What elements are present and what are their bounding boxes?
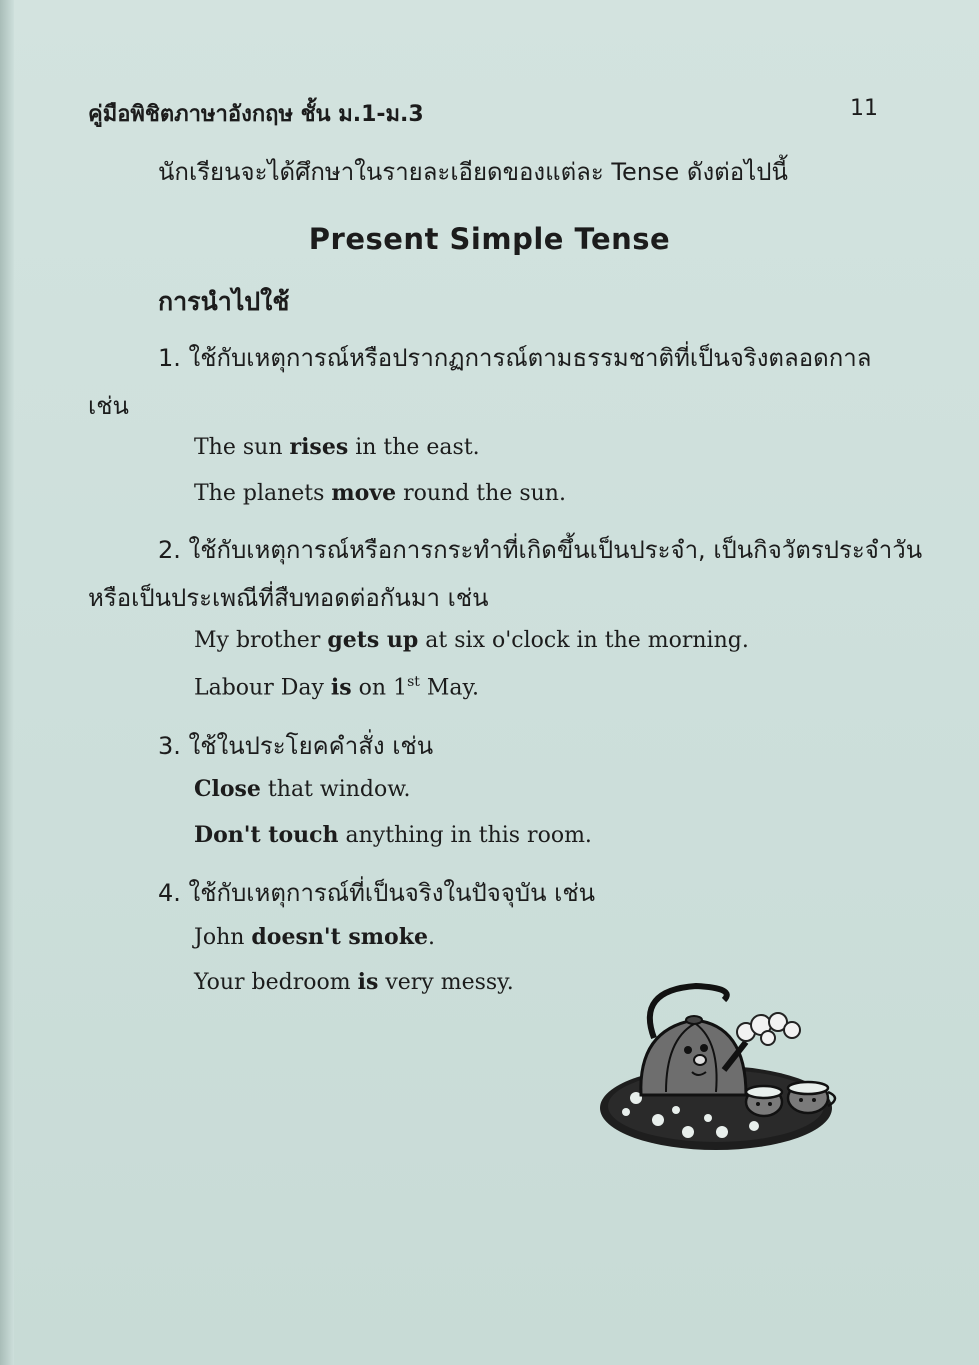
- page-number: 11: [850, 96, 878, 121]
- rule-4-text: 4. ใช้กับเหตุการณ์ที่เป็นจริงในปัจจุบัน เช่น: [158, 879, 596, 907]
- example-sentence: The sun rises in the east.: [194, 434, 480, 460]
- verb-highlight: move: [331, 480, 397, 506]
- usage-heading: การนำไปใช้: [158, 287, 290, 316]
- page-binding-shadow: [0, 0, 14, 1365]
- verb-highlight: rises: [289, 434, 349, 460]
- section-title: Present Simple Tense: [308, 222, 671, 256]
- verb-highlight: Close: [194, 776, 261, 802]
- rule-2-continuation: หรือเป็นประเพณีที่สืบทอดต่อกันมา เช่น: [88, 584, 489, 612]
- rule-1-text: 1. ใช้กับเหตุการณ์หรือปรากฏการณ์ตามธรรมชาติที่เป็นจริงตลอดกาล: [158, 344, 872, 372]
- verb-highlight: is: [357, 969, 379, 995]
- example-sentence: John doesn't smoke.: [194, 924, 435, 950]
- example-sentence: My brother gets up at six o'clock in the morning.: [194, 627, 749, 653]
- example-sentence: Your bedroom is very messy.: [194, 969, 514, 995]
- kettle-teacups-icon: [596, 980, 846, 1155]
- rule-2-text: 2. ใช้กับเหตุการณ์หรือการกระทำที่เกิดขึ้นเป็นประจำ, เป็นกิจวัตรประจำวัน: [158, 536, 923, 564]
- example-sentence: Labour Day is on 1st May.: [194, 674, 480, 701]
- rule-3-text: 3. ใช้ในประโยคคำสั่ง เช่น: [158, 732, 434, 760]
- verb-highlight: gets up: [327, 627, 419, 653]
- verb-highlight: is: [330, 674, 352, 701]
- intro-paragraph: นักเรียนจะได้ศึกษาในรายละเอียดของแต่ละ Tense ดังต่อไปนี้: [158, 158, 788, 186]
- verb-highlight: doesn't smoke: [251, 924, 428, 950]
- running-header-title: คู่มือพิชิตภาษาอังกฤษ ชั้น ม.1-ม.3: [88, 102, 424, 127]
- rule-1-continuation: เช่น: [88, 392, 129, 420]
- example-sentence: Close that window.: [194, 776, 411, 802]
- example-sentence: Don't touch anything in this room.: [194, 822, 592, 848]
- verb-highlight: Don't touch: [194, 822, 339, 848]
- example-sentence: The planets move round the sun.: [194, 480, 566, 506]
